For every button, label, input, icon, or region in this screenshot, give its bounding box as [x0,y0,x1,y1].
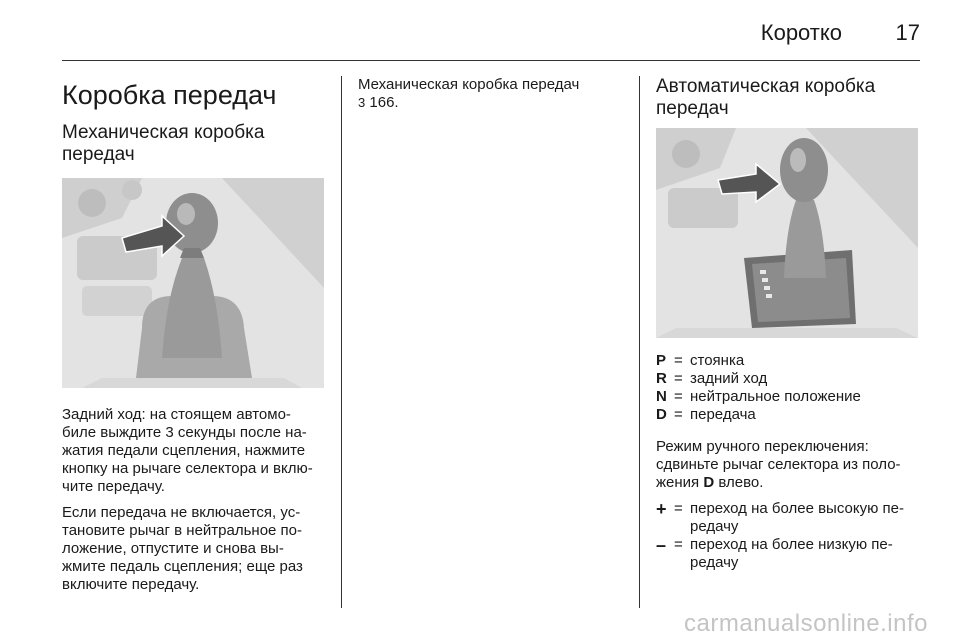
section-title: Коротко [760,20,842,45]
legend-value: передача [690,406,756,423]
column-divider-1 [341,76,342,608]
legend-key: P [656,352,667,369]
shift-legend [656,500,922,572]
legend-key: N [656,388,667,405]
reverse-gear-paragraph: Задний ход: на стоящем автомо-биле выждите 3 секунды после на-жатия педали сцепления, нажмите кнопку на рычаге селектора и вклю-чите передачу. [62,406,313,495]
automatic-selector-lever-illustration [656,128,918,338]
manual-mode-text: Режим ручного переключения: сдвиньте рычаг селектора из поло-жения [656,438,901,491]
page-number: 17 [895,20,920,45]
shift-row-down [656,536,922,572]
page-reference [358,94,620,112]
column-manual-gearbox [62,76,324,594]
minus-icon: – [656,535,667,555]
legend-row-p [656,352,922,370]
legend-key: D [656,406,667,423]
legend-equals: = [674,406,683,423]
section-heading: Коробка передач [62,80,277,110]
column-manual-reference [358,76,620,112]
shift-up-text: переход на более высокую пе-редачу [690,500,904,535]
selector-positions-legend [656,352,922,424]
reference-page-number: 166. [369,94,399,111]
legend-equals: = [674,388,683,405]
legend-equals: = [674,536,683,553]
legend-equals: = [674,352,683,369]
manual-gearbox-reference-text: Механическая коробка передач [358,76,580,93]
manual-gear-lever-illustration [62,178,324,388]
manual-mode-text-end: влево. [718,474,764,491]
legend-equals: = [674,370,683,387]
manual-mode-paragraph [656,438,922,492]
shift-row-up [656,500,922,536]
legend-value: нейтральное положение [690,388,861,405]
legend-key: R [656,370,667,387]
watermark: carmanualsonline.info [684,610,928,637]
legend-equals: = [674,500,683,517]
legend-row-r [656,370,922,388]
legend-value: задний ход [690,370,768,387]
manual-mode-key: D [703,474,715,491]
manual-gearbox-heading: Механическая коробка передач [62,122,265,165]
column-divider-2 [639,76,640,608]
reference-arrow-icon: 3 [358,95,366,110]
legend-row-d [656,406,922,424]
plus-icon: + [656,499,667,519]
automatic-gearbox-heading: Автоматическая коробка передач [656,76,876,119]
gear-engage-paragraph: Если передача не включается, ус-тановите рычаг в нейтральное по-ложение, отпустите и снова вы-жмите педаль сцепления; еще раз включите передачу. [62,504,303,593]
shift-down-text: переход на более низкую пе-редачу [690,536,893,571]
legend-value: стоянка [690,352,745,369]
legend-row-n [656,388,922,406]
column-automatic-gearbox [656,76,922,572]
page-header [62,0,920,61]
